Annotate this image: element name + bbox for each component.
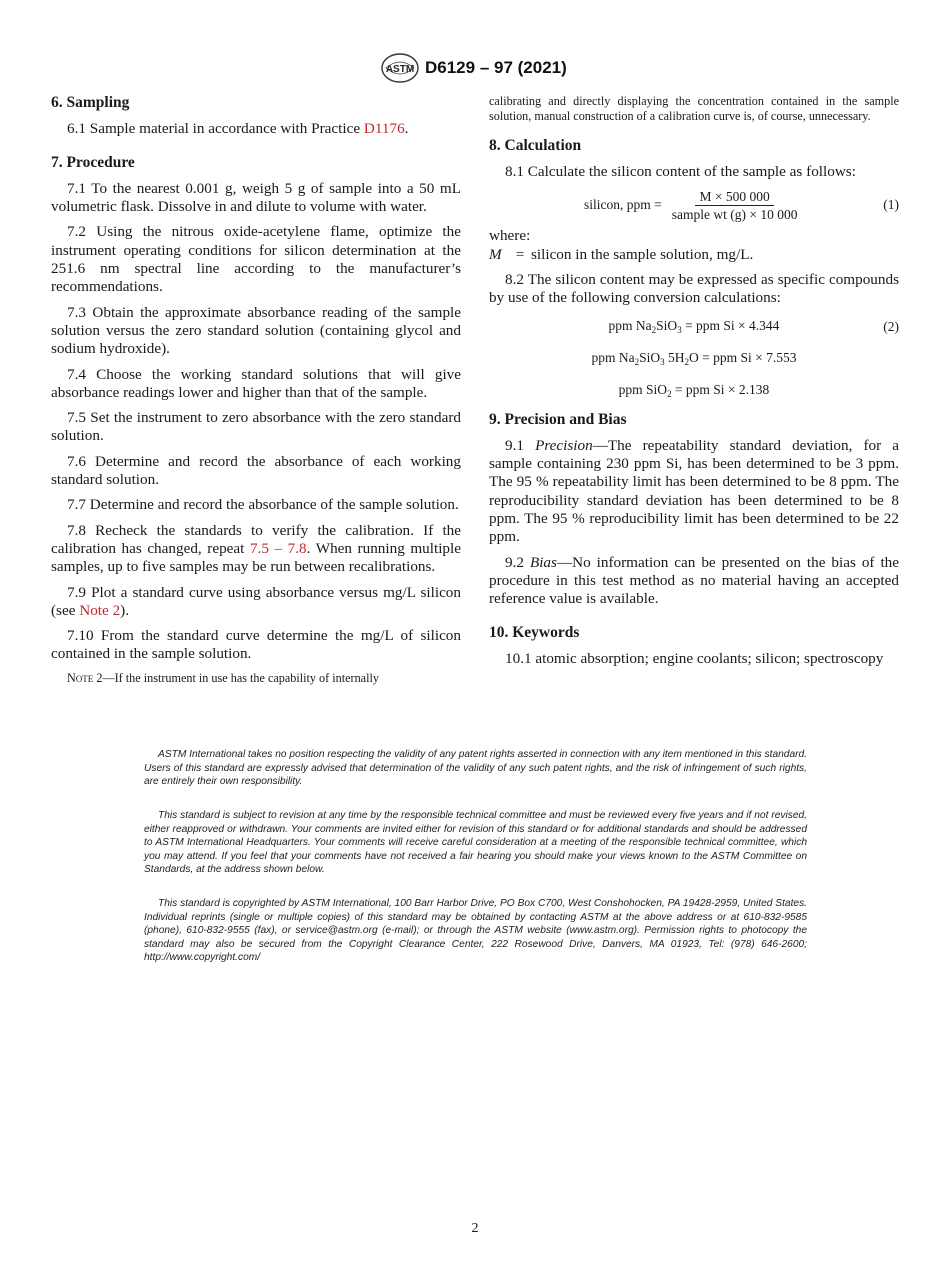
equation-2-number: (2) xyxy=(883,318,899,334)
paragraph-9-2: 9.2 Bias—No information can be presented on the bias of the procedure in this test method as no material having an accepted reference value is available. xyxy=(489,553,899,608)
equation-2c: ppm SiO$_2$ = ppm Si × 2.138 xyxy=(618,381,770,399)
variable-symbol: M xyxy=(489,245,502,263)
astm-logo-icon xyxy=(380,52,420,84)
link-d1176[interactable]: D1176 xyxy=(363,120,405,138)
section-10-heading: 10. Keywords xyxy=(489,623,580,641)
paragraph-7-8: 7.8 Recheck the standards to verify the calibration. If the calibration has changed, repeat 7.5 – 7.8. When running multiple samples, up to five samples may be run between recalibrations. xyxy=(51,521,461,576)
paragraph-8-2: 8.2 The silicon content may be expressed as specific compounds by use of the following conversion calculations: xyxy=(489,271,899,307)
logo-text: ASTM xyxy=(385,64,415,75)
page-header xyxy=(0,52,950,86)
note-2-continuation: calibrating and directly displaying the concentration contained in the sample solution, manual construction of a calibration curve is, of course, unnecessary. xyxy=(489,94,899,124)
equation-1-number: (1) xyxy=(883,197,899,213)
note-label: Note xyxy=(67,670,94,685)
equation-1-numerator: M × 500 000 xyxy=(695,189,773,206)
section-7-heading: 7. Procedure xyxy=(51,153,135,171)
paragraph-7-6: 7.6 Determine and record the absorbance of each working standard solution. xyxy=(51,452,461,489)
section-6-heading: 6. Sampling xyxy=(51,94,130,111)
paragraph-6-1: 6.1 Sample material in accordance with Practice D1176. xyxy=(67,120,409,138)
section-8-heading: 8. Calculation xyxy=(489,136,582,154)
paragraph-8-1: 8.1 Calculate the silicon content of the sample as follows: xyxy=(505,163,856,181)
left-column xyxy=(51,94,461,686)
right-column xyxy=(489,94,899,675)
link-7-5-7-8[interactable]: 7.5 – 7.8 xyxy=(249,539,307,557)
equation-1-denominator: sample wt (g) × 10 000 xyxy=(671,206,798,222)
paragraph-7-3: 7.3 Obtain the approximate absorbance reading of the sample solution versus the zero standard solution (containing glycol and sodium hydroxide). xyxy=(51,303,461,358)
equation-1-lhs: silicon, ppm = xyxy=(584,197,662,213)
document-designation: D6129 – 97 (2021) xyxy=(425,58,567,77)
section-9-heading: 9. Precision and Bias xyxy=(489,410,627,428)
paragraph-10-1: 10.1 atomic absorption; engine coolants; silicon; spectroscopy xyxy=(505,649,884,667)
note-2: Note 2—If the instrument in use has the capability of internally xyxy=(67,670,379,685)
link-note-2[interactable]: Note 2 xyxy=(79,601,121,619)
paragraph-7-5: 7.5 Set the instrument to zero absorbance with the zero standard solution. xyxy=(51,409,461,445)
variable-description: silicon in the sample solution, mg/L. xyxy=(531,245,754,263)
paragraph-7-10: 7.10 From the standard curve determine the mg/L of silicon contained in the sample solution. xyxy=(51,627,461,663)
paragraph-9-1: 9.1 Precision—The repeatability standard deviation, for a sample containing 230 ppm Si, has been determined to be 3 ppm. The 95 % repeatability limit has been determined to be 8 ppm. The reproducibility standard deviation has been determined to be 8 ppm. The 95 % reproducibility limit has been determined to be 22 ppm. xyxy=(489,436,899,546)
where-label: where: xyxy=(489,227,531,245)
equation-1-fraction xyxy=(668,189,802,222)
paragraph-7-9: 7.9 Plot a standard curve using absorbance versus mg/L silicon (see Note 2). xyxy=(51,583,461,619)
paragraph-7-7: 7.7 Determine and record the absorbance of the sample solution. xyxy=(67,496,459,514)
equation-2a: ppm $Na_2SiO_3$ = ppm Si × 4.344 (2) xyxy=(608,317,899,335)
paragraph-7-2: 7.2 Using the nitrous oxide-acetylene flame, optimize the instrument operating conditions for silicon determination at the 251.6 nm spectral line according to the manufacturer’s recommendations. xyxy=(51,223,461,296)
revision-notice: This standard is subject to revision at any time by the responsible technical committee and must be reviewed every five years and if not revised, either reapproved or withdrawn. Your comments are invited either for revision of this standard or for additional standards and should be addressed to ASTM International Headquarters. Your comments will receive careful consideration at a meeting of the responsible technical committee, which you may attend. If you feel that your comments have not received a fair hearing you should make your views known to the ASTM Committee on Standards, at the address shown below. xyxy=(144,810,807,875)
paragraph-7-4: 7.4 Choose the working standard solutions that will give absorbance readings lower and higher than that of the sample. xyxy=(51,365,461,401)
paragraph-7-1: 7.1 To the nearest 0.001 g, weigh 5 g of sample into a 50 mL volumetric flask. Dissolve in and dilute to volume with water. xyxy=(51,179,461,216)
variable-definition: M = silicon in the sample solution, mg/L. xyxy=(489,245,754,263)
copyright-notice: This standard is copyrighted by ASTM International, 100 Barr Harbor Drive, PO Box C700, West Conshohocken, PA 19428-2959, United States. Individual reprints (single or multiple copies) of this standard may be obtained by contacting ASTM at the above address or at 610-832-9585 (phone), 610-832-9555 (fax), or service@astm.org (e-mail); or through the ASTM website (www.astm.org). Permission rights to photocopy the standard may also be secured from the Copyright Clearance Center, 222 Rosewood Drive, Danvers, MA 01923, Tel: (978) 646-2600; http://www.copyright.com/ xyxy=(144,898,807,963)
equation-2b: ppm $Na_2SiO_3$ $5H_2O$ = ppm Si × 7.553 xyxy=(591,349,797,367)
patent-notice: ASTM International takes no position respecting the validity of any patent rights asserted in connection with any item mentioned in this standard. Users of this standard are expressly advised that determination of the validity of any such patent rights, and the risk of infringement of such rights, are entirely their own responsibility. xyxy=(144,749,807,787)
equation-1 xyxy=(489,189,899,221)
page-number: 2 xyxy=(471,1221,479,1236)
